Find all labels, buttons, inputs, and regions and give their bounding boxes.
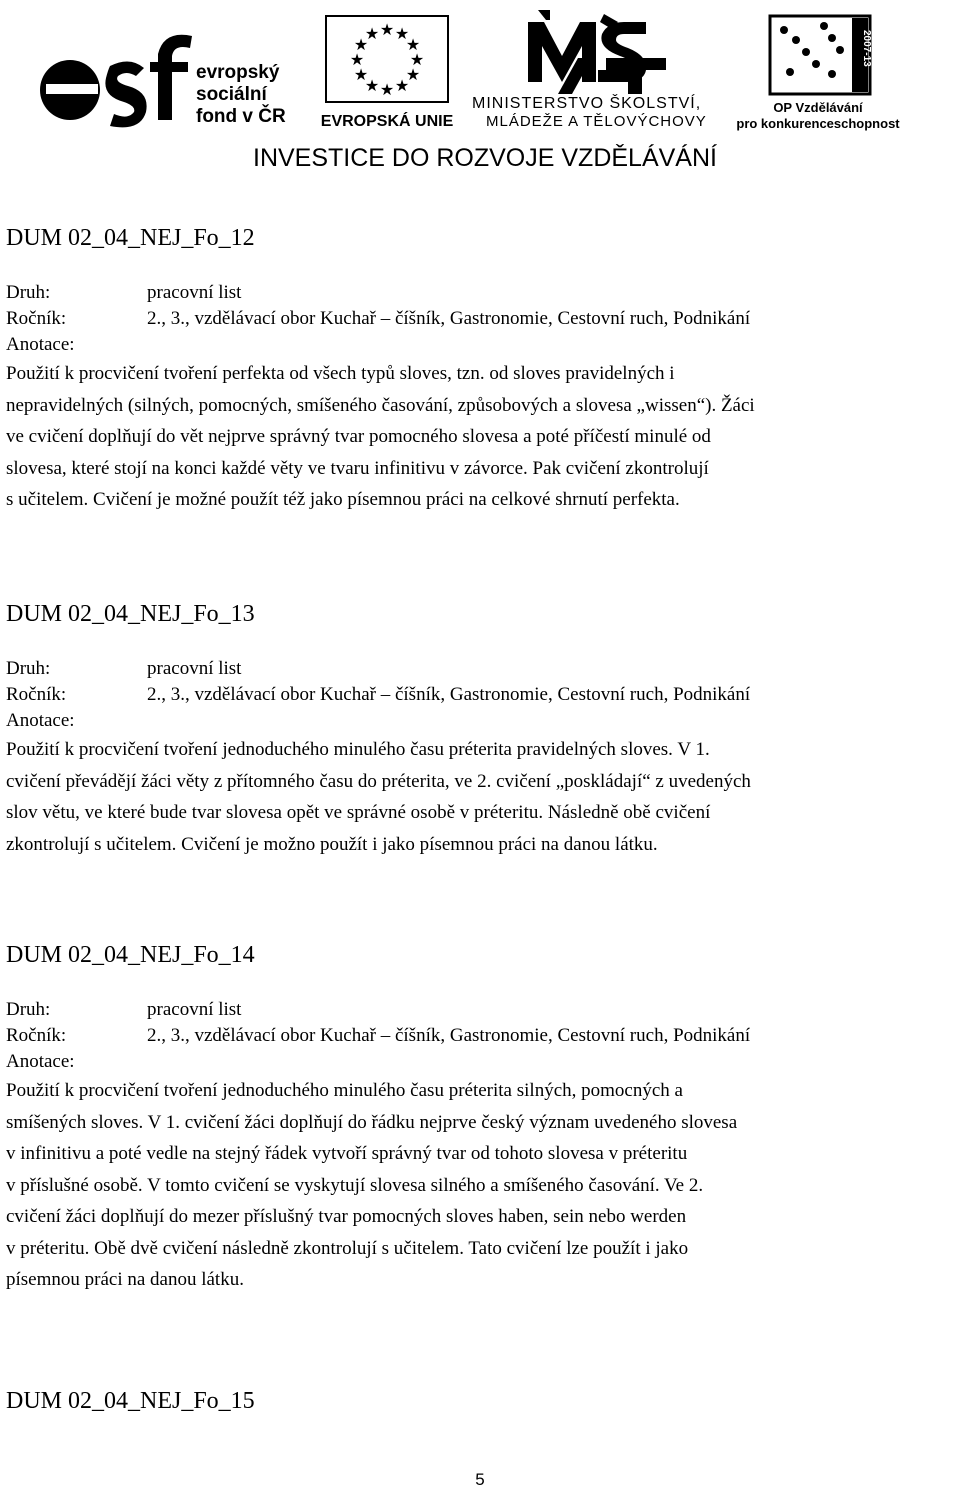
eu-star-icon: ★ [353,65,369,84]
anotace-text [6,1075,750,1296]
druh-value: pracovní list [147,999,242,1020]
eu-star-icon: ★ [364,24,380,43]
eu-star-icon: ★ [364,76,380,95]
dum-title: DUM 02_04_NEJ_Fo_12 [6,225,255,251]
dum-section-12 [6,222,755,516]
dum-meta [6,997,750,1075]
anotace-line: v příslušné osobě. V tomto cvičení se vyskytují slovesa silného a smíšeného časování. Ve 2. [6,1174,704,1196]
anotace-line: smíšených sloves. V 1. cvičení žáci doplňují do řádku nejprve český význam uvedeného slovesa [6,1111,738,1133]
anotace-line: Použití k procvičení tvoření jednoduchého minulého času préterita pravidelných sloves. V 1. [6,739,710,760]
anotace-line: v infinitivu a poté vedle na stejný řádek vytvoří správný tvar od tohoto slovesa v préteritu [6,1143,688,1164]
anotace-label: Anotace: [6,1051,75,1072]
eu-flag-logo [312,14,462,132]
page-number: 5 [475,1470,485,1489]
eu-star-icon: ★ [394,24,410,43]
msmt-logo [468,4,730,132]
rocnik-label: Ročník: [6,1025,67,1046]
druh-label: Druh: [6,282,51,303]
anotace-line: ve cvičení doplňují do vět nejprve správný tvar pomocného slovesa a poté příčestí minulé od [6,426,711,447]
esf-logo-line-1: evropský [196,62,280,83]
esf-logo-line-2: sociální [196,84,267,105]
druh-label: Druh: [6,658,51,679]
dum-title: DUM 02_04_NEJ_Fo_13 [6,601,255,627]
dum-section-13 [6,598,751,860]
rocnik-row [6,306,755,332]
op-vzdelavani-logo [732,12,902,132]
anotace-label: Anotace: [6,334,75,355]
eu-star-icon: ★ [394,76,410,95]
rocnik-row [6,682,751,708]
dum-meta [6,656,751,734]
anotace-row [6,332,755,358]
anotace-line: slov větu, ve které bude tvar slovesa opět ve správné osobě v préteritu. Následně obě cvičení [6,802,711,823]
druh-label: Druh: [6,999,51,1020]
dum-title: DUM 02_04_NEJ_Fo_14 [6,942,255,968]
druh-row [6,656,751,682]
eu-star-icon: ★ [379,20,395,39]
rocnik-value: 2., 3., vzdělávací obor Kuchař – číšník, Gastronomie, Cestovní ruch, Podnikání [147,684,751,705]
eu-star-icon: ★ [405,65,421,84]
anotace-line: Použití k procvičení tvoření jednoduchého minulého času préterita silných, pomocných a [6,1080,683,1101]
anotace-line: cvičení žáci doplňují do mezer příslušný tvar pomocných sloves haben, sein nebo werden [6,1206,687,1227]
anotace-row [6,708,751,734]
anotace-text [6,358,755,516]
dum-section-15 [6,1385,255,1417]
anotace-line: nepravidelných (silných, pomocných, smíšeného časování, způsobových a slovesa „wissen“). Žáci [6,394,755,416]
rocnik-value: 2., 3., vzdělávací obor Kuchař – číšník, Gastronomie, Cestovní ruch, Podnikání [147,308,751,329]
anotace-line: Použití k procvičení tvoření perfekta od všech typů sloves, tzn. od sloves pravidelných i [6,363,675,384]
msmt-logo-line-1: MINISTERSTVO ŠKOLSTVÍ, [472,95,702,112]
rocnik-row [6,1023,750,1049]
eu-logo-caption: EVROPSKÁ UNIE [320,113,454,130]
op-logo-line-1: OP Vzdělávání [773,100,863,115]
anotace-line: zkontrolují s učitelem. Cvičení je možno použít i jako písemnou práci na danou látku. [6,833,658,855]
rocnik-value: 2., 3., vzdělávací obor Kuchař – číšník, Gastronomie, Cestovní ruch, Podnikání [147,1025,751,1046]
anotace-line: v préteritu. Obě dvě cvičení následně zkontrolují s učitelem. Tato cvičení lze použít i jako [6,1237,689,1259]
dum-title: DUM 02_04_NEJ_Fo_15 [6,1388,255,1414]
eu-star-icon: ★ [353,35,369,54]
esf-logo [40,14,300,132]
rocnik-label: Ročník: [6,308,67,329]
msmt-logo-line-2: MLÁDEŽE A TĚLOVÝCHOVY [486,113,707,130]
logo-bar [0,0,960,180]
druh-value: pracovní list [147,282,242,303]
dum-section-14 [6,939,750,1296]
eu-star-icon: ★ [405,35,421,54]
tagline-text: INVESTICE DO ROZVOJE VZDĚLÁVÁNÍ [253,144,717,172]
op-logo-line-2: pro konkurenceschopnost [736,116,900,131]
eu-star-icon: ★ [349,50,365,69]
op-logo-year: 2007-13 [861,30,872,67]
investice-tagline [0,144,960,173]
dum-meta [6,280,755,358]
anotace-label: Anotace: [6,710,75,731]
anotace-line: s učitelem. Cvičení je možné použít též jako písemnou práci na celkové shrnutí perfekta. [6,489,680,510]
eu-star-icon: ★ [379,80,395,99]
esf-logo-line-3: fond v ČR [196,106,286,127]
anotace-line: cvičení převádějí žáci věty z přítomného času do préterita, ve 2. cvičení „poskládají“ z uvedených [6,770,751,792]
rocnik-label: Ročník: [6,684,67,705]
anotace-line: písemnou práci na danou látku. [6,1269,244,1290]
druh-row [6,997,750,1023]
eu-star-icon: ★ [409,50,425,69]
druh-value: pracovní list [147,658,242,679]
anotace-row [6,1049,750,1075]
druh-row [6,280,755,306]
anotace-line: slovesa, které stojí na konci každé věty ve tvaru infinitivu v závorce. Pak cvičení zkontrolují [6,457,709,479]
anotace-text [6,734,751,860]
